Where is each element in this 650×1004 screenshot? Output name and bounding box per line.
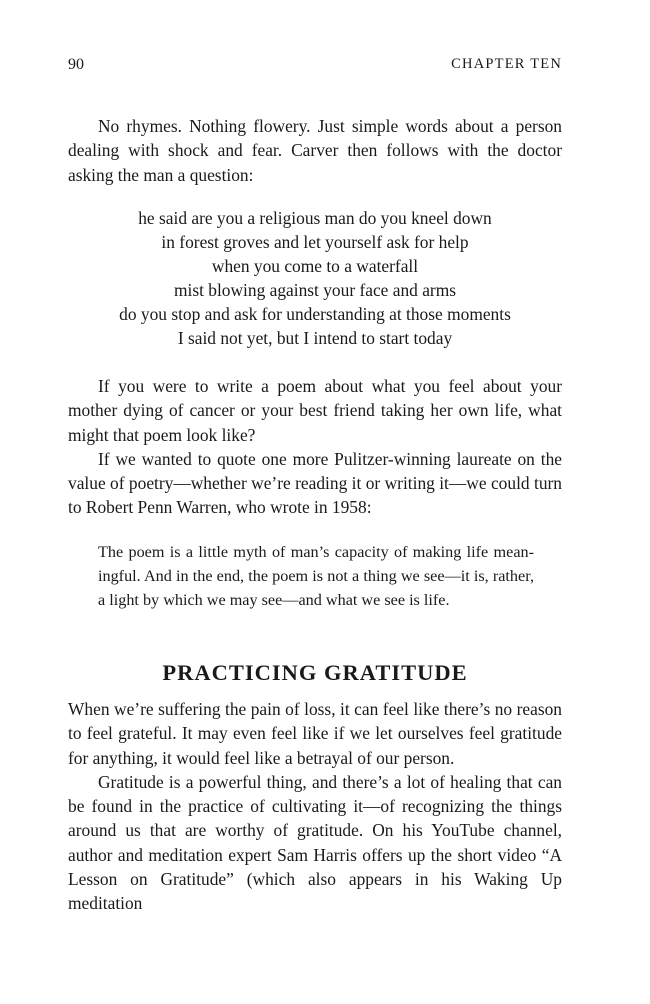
body-paragraph: If you were to write a poem about what you feel about your mother dying of cancer or your best friend taking her own life, what might that poem look like? — [68, 376, 562, 445]
quote-text: The poem is a little myth of man’s capacity of making life meaningful. And in the end, the poem is not a thing we see—it is, rather, a light by which we may see—and what we see is life. — [98, 543, 534, 610]
middle-block — [68, 374, 562, 520]
intro-block — [68, 114, 562, 187]
section-heading: PRACTICING GRATITUDE — [162, 660, 468, 685]
poem-line: I said not yet, but I intend to start today — [177, 328, 453, 349]
intro-paragraph: No rhymes. Nothing flowery. Just simple words about a person dealing with shock and fear. Carver then follows with the doctor asking the man a question: — [68, 116, 562, 185]
body-paragraph: When we’re suffering the pain of loss, it can feel like there’s no reason to feel grateful. It may even feel like if we let ourselves feel gratitude for anything, it would feel like a betrayal of our person. — [68, 699, 562, 768]
page-number: 90 — [68, 56, 84, 73]
poem-line: in forest groves and let yourself ask for help — [161, 232, 469, 253]
poem-excerpt — [68, 206, 562, 351]
body-paragraph: If we wanted to quote one more Pulitzer-winning laureate on the value of poetry—whether we’re reading it or writing it—we could turn to Robert Penn Warren, who wrote in 1958: — [68, 448, 562, 518]
poem-line: mist blowing against your face and arms — [173, 280, 457, 301]
chapter-title: CHAPTER TEN — [451, 56, 562, 72]
poem-line: do you stop and ask for understanding at those moments — [119, 304, 511, 325]
block-quote — [98, 540, 534, 613]
body-paragraph: Gratitude is a powerful thing, and there’s a lot of healing that can be found in the practice of cultivating it—of recognizing the things around us that are worthy of gratitude. On his YouTube channel, author and meditation expert Sam Harris offers up the short video “A Lesson on Gratitude” (which also appears in his Waking Up meditation — [68, 771, 562, 914]
poem-line: he said are you a religious man do you kneel down — [138, 208, 492, 228]
running-head — [68, 56, 562, 78]
poem-line: when you come to a waterfall — [211, 256, 419, 277]
gratitude-block — [68, 697, 562, 916]
